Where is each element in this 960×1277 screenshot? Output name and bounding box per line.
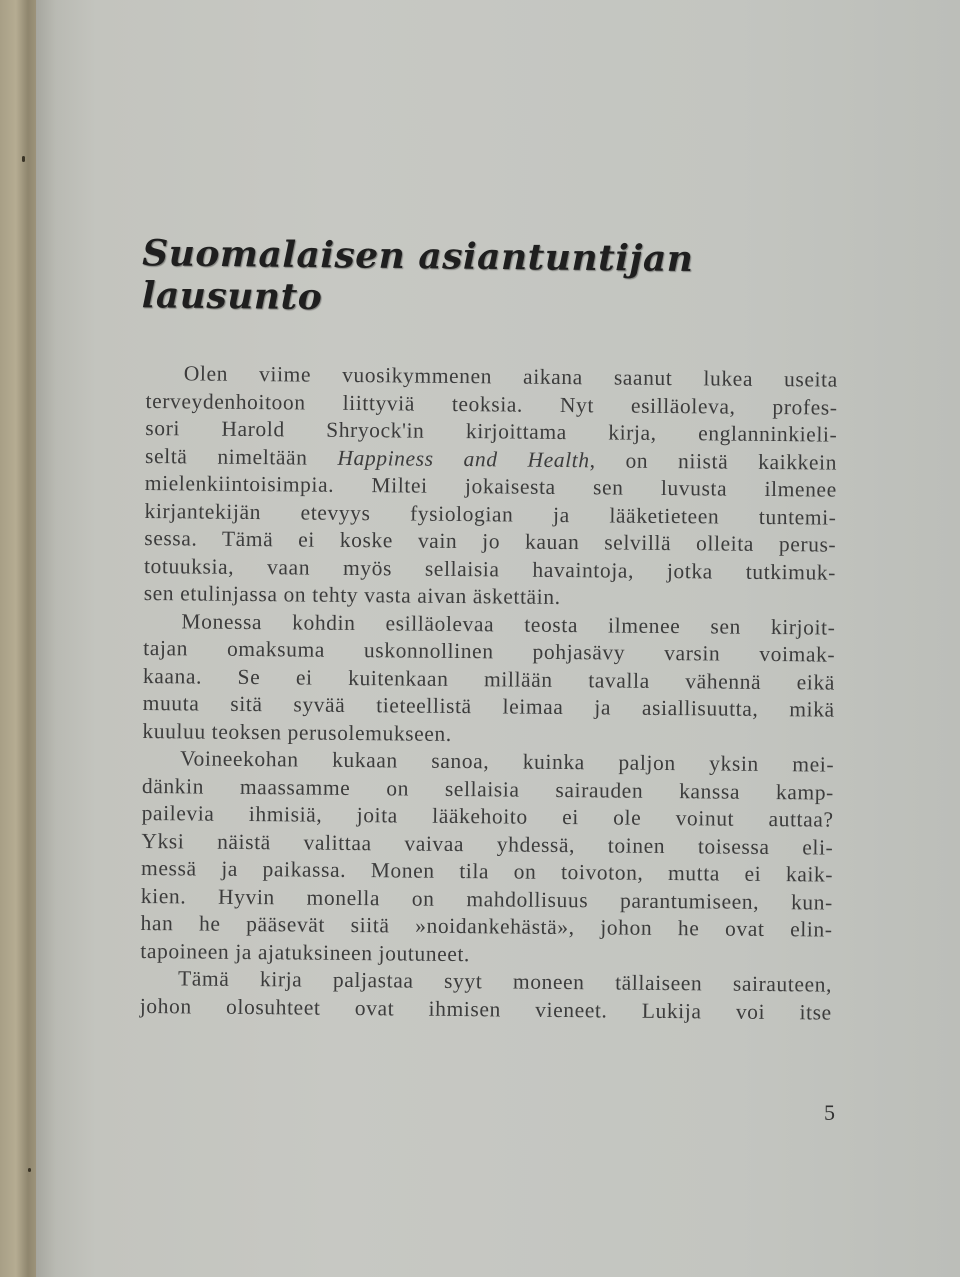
page-speck <box>28 1168 31 1172</box>
page-number: 5 <box>824 1100 835 1125</box>
book-gutter <box>0 0 40 1277</box>
page-speck <box>22 156 25 162</box>
page-title: Suomalaisen asiantuntijan lausunto <box>141 232 694 319</box>
text-line: messä ja paikassa. Monen tila on toivoton, mutta ei kaik- <box>141 855 834 887</box>
text-line: pailevia ihmisiä, joita lääkehoito ei ole voinut auttaa? <box>141 800 834 832</box>
text-line: kirjantekijän etevyys fysiologian ja lääketieteen tuntemi- <box>144 498 837 530</box>
text-line: Voineekohan kukaan sanoa, kuinka paljon yksin mei- <box>180 746 835 777</box>
text-line: sen etulinjassa on tehty vasta aivan äskettäin. <box>143 580 561 609</box>
text-line: johon olosuhteet ovat ihmisen vieneet. Lukija voi itse <box>139 993 832 1025</box>
text-line: Yksi näistä valittaa vaivaa yhdessä, toinen toisessa eli- <box>141 828 834 860</box>
text-fragment: seltä nimeltään <box>144 443 338 470</box>
book-title-italic: Happiness and Health <box>337 445 590 472</box>
text-line: Olen viime vuosikymmenen aikana saanut lukea useita <box>183 361 838 392</box>
text-line: kien. Hyvin monella on mahdollisuus parantumiseen, kun- <box>140 883 833 915</box>
text-line: dänkin maassamme on sellaisia sairauden kanssa kamp- <box>141 773 834 805</box>
text-line: sori Harold Shryock'in kirjoittama kirja, englanninkieli- <box>145 415 838 447</box>
text-line: tajan omaksuma uskonnollinen pohjasävy varsin voimak- <box>143 635 836 667</box>
text-line: tapoineen ja ajatuksineen joutuneet. <box>140 938 471 966</box>
text-line: mielenkiintoisimpia. Miltei jokaisesta sen luvusta ilmenee <box>144 470 837 502</box>
text-line: terveydenhoitoon liittyviä teoksia. Nyt esilläoleva, profes- <box>145 388 838 420</box>
text-line: Tämä kirja paljastaa syyt moneen tällaiseen sairauteen, <box>177 966 833 997</box>
text-line: sessa. Tämä ei koske vain jo kauan selvillä olleita perus- <box>144 525 837 557</box>
text-line: Monessa kohdin esilläolevaa teosta ilmenee sen kirjoit- <box>181 608 836 640</box>
text-line: muuta sitä syvää tieteellistä leimaa ja asiallisuutta, mikä <box>142 690 835 722</box>
text-line: totuuksia, vaan myös sellaisia havaintoja, jotka tutkimuk- <box>143 553 837 585</box>
text-line: kaana. Se ei kuitenkaan millään tavalla vähennä eikä <box>142 663 836 695</box>
body-text <box>140 360 838 1027</box>
text-line: han he pääsevät siitä »noidankehästä», johon he ovat elin- <box>140 910 833 942</box>
text-fragment: , on niistä kaikkein <box>589 447 838 475</box>
text-line: kuuluu teoksen perusolemukseen. <box>142 718 452 746</box>
